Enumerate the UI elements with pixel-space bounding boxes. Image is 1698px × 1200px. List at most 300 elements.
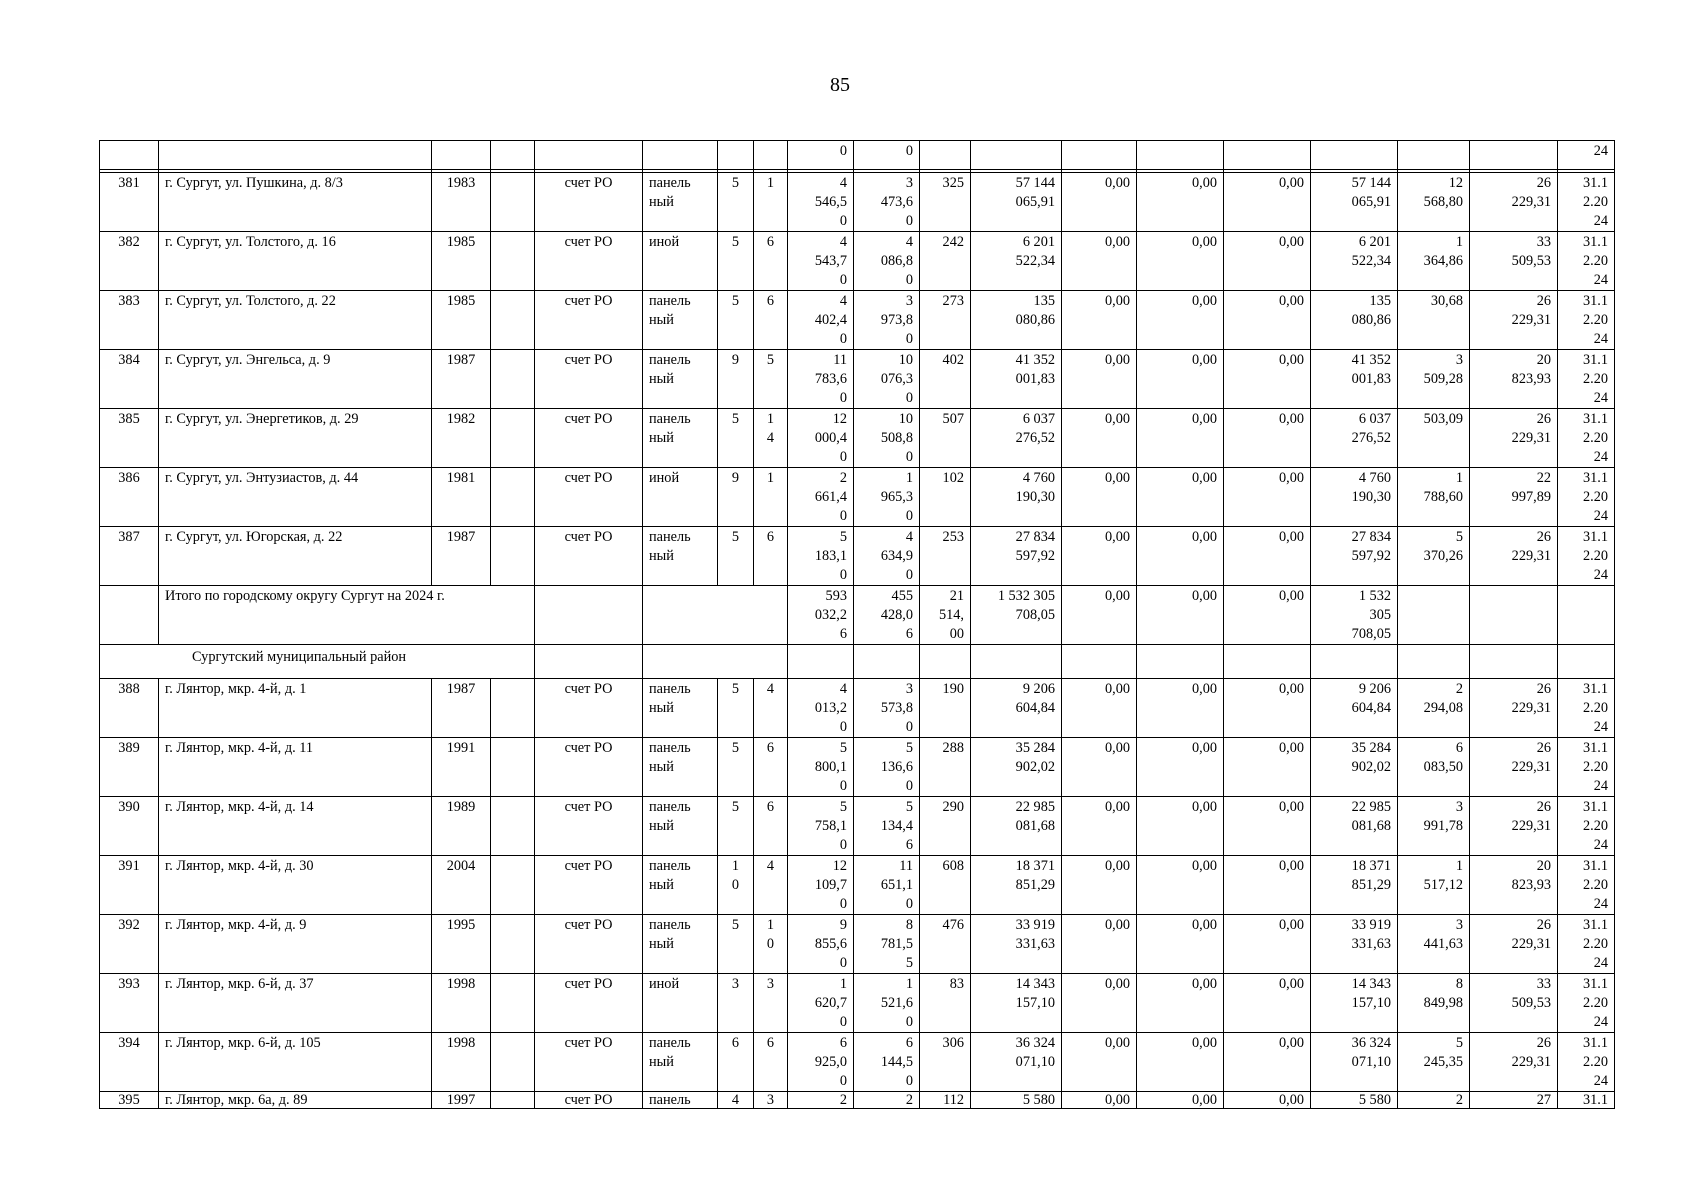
cell-cost-regional: 0,00 [1137,974,1224,1033]
cell-wall-material: панель ный [643,350,718,409]
cell-entrances: 1 [754,173,788,232]
cell-residents: 102 [920,468,971,527]
cell-year: 1991 [432,738,491,797]
cell-limit-per-sqm: 27 [1470,1092,1558,1109]
cell-cost-per-sqm: 2 [1398,1092,1470,1109]
cell-row-number: 389 [100,738,159,797]
cell-fund-method: счет РО [535,915,643,974]
cell-cost-local: 0,00 [1224,291,1311,350]
cell-year: 1981 [432,468,491,527]
table-row [100,468,1615,527]
cell-area-total: 1 620,7 0 [788,974,854,1033]
cell-blank-col [491,173,535,232]
cell-area-living: 4 634,9 0 [854,527,920,586]
cell-cost-total [971,645,1062,679]
cell-wall-material: иной [643,974,718,1033]
cell-cost-regional: 0,00 [1137,856,1224,915]
cell-cost-total: 14 343 157,10 [971,974,1062,1033]
cell-floors: 5 [718,173,754,232]
cell-wall-material: панель ный [643,409,718,468]
cell-deadline: 31.1 2.20 24 [1558,291,1615,350]
cell-cost-per-sqm: 6 083,50 [1398,738,1470,797]
cell-cost-regional: 0,00 [1137,291,1224,350]
cell-cost-local: 0,00 [1224,350,1311,409]
cell-cost-owners: 6 037 276,52 [1311,409,1398,468]
cell-area-living: 6 144,5 0 [854,1033,920,1092]
table-row [100,527,1615,586]
cell-year: 1995 [432,915,491,974]
cell-fund-method: счет РО [535,350,643,409]
cell-wall-floors-entrances [643,645,788,679]
cell-area-living [854,645,920,679]
total-row [100,586,1615,645]
cell-fund-method: счет РО [535,738,643,797]
cell-cost-local: 0,00 [1224,679,1311,738]
cell-wall-material: панель ный [643,797,718,856]
cell-limit-per-sqm [1470,141,1558,170]
cell-blank-col [491,974,535,1033]
cell-cost-regional: 0,00 [1137,738,1224,797]
cell-area-living: 5 136,6 0 [854,738,920,797]
cell-entrances: 4 [754,679,788,738]
cell-floors: 5 [718,232,754,291]
cell-deadline: 31.1 2.20 24 [1558,915,1615,974]
cell-area-total: 12 109,7 0 [788,856,854,915]
total-residents: 21 514, 00 [920,586,971,645]
cell-blank-col [491,1092,535,1109]
cell-deadline: 31.1 2.20 24 [1558,974,1615,1033]
cell-area-living: 1 521,6 0 [854,974,920,1033]
cell-cost-local: 0,00 [1224,915,1311,974]
cell-row-number: 383 [100,291,159,350]
cell-address [159,141,432,170]
cell-cost-local: 0,00 [1224,527,1311,586]
cell-cost-federal: 0,00 [1062,291,1137,350]
cell-area-total: 5 183,1 0 [788,527,854,586]
cell-address: г. Лянтор, мкр. 4-й, д. 11 [159,738,432,797]
cell-row-number: 382 [100,232,159,291]
table-row [100,1092,1615,1109]
cell-wall-material: панель ный [643,1033,718,1092]
cell-entrances: 1 4 [754,409,788,468]
cell-cost-total: 27 834 597,92 [971,527,1062,586]
cell-row-number: 390 [100,797,159,856]
cell-area-total: 5 800,1 0 [788,738,854,797]
cell-cost-local: 0,00 [1224,738,1311,797]
cell-cost-owners: 27 834 597,92 [1311,527,1398,586]
cell-residents: 83 [920,974,971,1033]
cell-floors: 5 [718,527,754,586]
cell-cost-federal: 0,00 [1062,679,1137,738]
cell-area-living: 8 781,5 5 [854,915,920,974]
cell-fund-method: счет РО [535,173,643,232]
cell-deadline: 31.1 2.20 24 [1558,797,1615,856]
cell-year: 1987 [432,527,491,586]
cell-cost-federal: 0,00 [1062,468,1137,527]
cell-cost-federal [1062,645,1137,679]
cell-cost-total [971,141,1062,170]
cell-cost-per-sqm: 3 509,28 [1398,350,1470,409]
cell-area-total: 2 661,4 0 [788,468,854,527]
cell-cost-per-sqm [1398,645,1470,679]
table-row [100,974,1615,1033]
cell-residents: 273 [920,291,971,350]
cell-address: г. Лянтор, мкр. 4-й, д. 14 [159,797,432,856]
cell-wall-material: панель ный [643,527,718,586]
cell-cost-per-sqm: 12 568,80 [1398,173,1470,232]
cell-blank-col [491,409,535,468]
cell-blank-col [491,738,535,797]
cell-entrances: 1 0 [754,915,788,974]
cell-cost-regional [1137,141,1224,170]
cell-deadline: 31.1 2.20 24 [1558,232,1615,291]
cell-residents: 290 [920,797,971,856]
cell-deadline: 31.1 2.20 24 [1558,679,1615,738]
cell-wall-material: панель ный [643,738,718,797]
cell-cost-local: 0,00 [1224,797,1311,856]
cell-area-total: 4 402,4 0 [788,291,854,350]
cell-cost-per-sqm: 503,09 [1398,409,1470,468]
cell-entrances: 1 [754,468,788,527]
cell-area-living: 5 134,4 6 [854,797,920,856]
cell-cost-owners: 36 324 071,10 [1311,1033,1398,1092]
cell-limit-per-sqm: 20 823,93 [1470,856,1558,915]
cell-cost-regional: 0,00 [1137,232,1224,291]
cell-cost-federal [1062,141,1137,170]
cell-cost-per-sqm: 3 991,78 [1398,797,1470,856]
cell-limit-per-sqm: 22 997,89 [1470,468,1558,527]
cell-fund-method: счет РО [535,232,643,291]
cell-limit-per-sqm: 33 509,53 [1470,232,1558,291]
cell-blank-col [491,232,535,291]
cell-wall-floors-entrances [643,586,788,645]
cell-deadline: 31.1 2.20 24 [1558,856,1615,915]
cell-cost-total: 35 284 902,02 [971,738,1062,797]
table-row [100,738,1615,797]
cell-blank-col [491,468,535,527]
cell-entrances: 6 [754,232,788,291]
table-row [100,679,1615,738]
cell-deadline: 31.1 [1558,1092,1615,1109]
cell-address: г. Сургут, ул. Толстого, д. 16 [159,232,432,291]
cell-cost-federal: 0,00 [1062,974,1137,1033]
cell-row-number: 394 [100,1033,159,1092]
cell-cost-owners: 22 985 081,68 [1311,797,1398,856]
cell-row-number: 392 [100,915,159,974]
cell-floors: 5 [718,409,754,468]
cell-deadline: 31.1 2.20 24 [1558,173,1615,232]
cell-row-number: 388 [100,679,159,738]
cell-fund-method: счет РО [535,409,643,468]
cell-fund-method: счет РО [535,974,643,1033]
cell-area-living: 1 965,3 0 [854,468,920,527]
cell-wall-material: панель ный [643,856,718,915]
cell-cost-regional: 0,00 [1137,1092,1224,1109]
cell-cost-regional: 0,00 [1137,350,1224,409]
cell-entrances: 5 [754,350,788,409]
cell-residents [920,645,971,679]
table-row [100,291,1615,350]
cell-floors [718,141,754,170]
cell-cost-local: 0,00 [1224,1092,1311,1109]
cell-cost-total: 22 985 081,68 [971,797,1062,856]
section-title: Сургутский муниципальный район [100,645,535,679]
cell-cost-per-sqm: 2 294,08 [1398,679,1470,738]
cell-area-total: 4 546,5 0 [788,173,854,232]
total-area-total: 593 032,2 6 [788,586,854,645]
cell-fund-method: счет РО [535,291,643,350]
cell-year: 1985 [432,232,491,291]
cell-cost-per-sqm: 8 849,98 [1398,974,1470,1033]
cell-address: г. Сургут, ул. Пушкина, д. 8/3 [159,173,432,232]
cell-area-total: 4 543,7 0 [788,232,854,291]
total-cost-local: 0,00 [1224,586,1311,645]
cell-cost-total: 135 080,86 [971,291,1062,350]
cell-cost-federal: 0,00 [1062,232,1137,291]
cell-cost-owners: 41 352 001,83 [1311,350,1398,409]
cell-year: 1989 [432,797,491,856]
cell-deadline: 31.1 2.20 24 [1558,409,1615,468]
cell-cost-owners: 33 919 331,63 [1311,915,1398,974]
total-area-living: 455 428,0 6 [854,586,920,645]
cell-address: г. Сургут, ул. Энтузиастов, д. 44 [159,468,432,527]
cell-floors: 9 [718,350,754,409]
cell-row-number [100,141,159,170]
cell-blank-col [491,141,535,170]
cell-cost-per-sqm: 1 364,86 [1398,232,1470,291]
cell-blank-col [491,679,535,738]
cell-area-living: 3 473,6 0 [854,173,920,232]
cell-cost-federal: 0,00 [1062,738,1137,797]
cell-cost-per-sqm [1398,141,1470,170]
total-cost-regional: 0,00 [1137,586,1224,645]
cell-cost-federal: 0,00 [1062,527,1137,586]
cell-cost-local: 0,00 [1224,856,1311,915]
cell-entrances: 3 [754,974,788,1033]
cell-cost-federal: 0,00 [1062,856,1137,915]
cell-cost-owners: 9 206 604,84 [1311,679,1398,738]
cell-area-total: 11 783,6 0 [788,350,854,409]
cell-cost-total: 57 144 065,91 [971,173,1062,232]
cell-address: г. Сургут, ул. Толстого, д. 22 [159,291,432,350]
cell-cost-owners: 4 760 190,30 [1311,468,1398,527]
cell-cost-owners: 6 201 522,34 [1311,232,1398,291]
cell-area-total: 4 013,2 0 [788,679,854,738]
cell-row-number: 387 [100,527,159,586]
cell-limit-per-sqm: 26 229,31 [1470,1033,1558,1092]
cell-limit-per-sqm [1470,645,1558,679]
cell-address: г. Лянтор, мкр. 6а, д. 89 [159,1092,432,1109]
cell-limit-per-sqm: 26 229,31 [1470,527,1558,586]
cell-wall-material: иной [643,232,718,291]
cell-cost-regional: 0,00 [1137,679,1224,738]
cell-blank-col [491,915,535,974]
cell-cost-total: 4 760 190,30 [971,468,1062,527]
cell-residents: 608 [920,856,971,915]
cell-cost-per-sqm: 30,68 [1398,291,1470,350]
cell-residents: 402 [920,350,971,409]
cell-entrances: 6 [754,291,788,350]
cell-entrances: 6 [754,738,788,797]
cell-entrances: 4 [754,856,788,915]
cell-cost-federal: 0,00 [1062,173,1137,232]
cell-fund-method: счет РО [535,679,643,738]
table-row [100,856,1615,915]
cell-address: г. Лянтор, мкр. 4-й, д. 30 [159,856,432,915]
table-row [100,915,1615,974]
cell-cost-per-sqm: 1 517,12 [1398,856,1470,915]
cell-cost-local: 0,00 [1224,468,1311,527]
cell-fund-method [535,645,643,679]
cell-area-living: 10 508,8 0 [854,409,920,468]
cell-address: г. Сургут, ул. Энергетиков, д. 29 [159,409,432,468]
cell-floors: 3 [718,974,754,1033]
cell-cost-owners [1311,645,1398,679]
total-cost-federal: 0,00 [1062,586,1137,645]
cell-cost-per-sqm [1398,586,1470,645]
cell-floors: 5 [718,738,754,797]
cell-cost-total: 5 580 [971,1092,1062,1109]
total-cost-owners: 1 532 305 708,05 [1311,586,1398,645]
table-row [100,1033,1615,1092]
page-number: 85 [830,74,850,96]
cell-cost-owners [1311,141,1398,170]
cell-deadline: 31.1 2.20 24 [1558,738,1615,797]
cell-wall-material: панель ный [643,173,718,232]
cell-floors: 4 [718,1092,754,1109]
cell-cost-per-sqm: 1 788,60 [1398,468,1470,527]
cell-year: 1985 [432,291,491,350]
table-row [100,232,1615,291]
cell-wall-material: панель [643,1092,718,1109]
cell-cost-owners: 57 144 065,91 [1311,173,1398,232]
cell-residents: 112 [920,1092,971,1109]
cell-cost-regional: 0,00 [1137,527,1224,586]
cell-cost-regional: 0,00 [1137,797,1224,856]
cell-row-number: 386 [100,468,159,527]
cell-wall-material: панель ный [643,915,718,974]
cell-fund-method [535,586,643,645]
cell-deadline: 31.1 2.20 24 [1558,527,1615,586]
cell-blank-col [491,856,535,915]
cell-residents: 288 [920,738,971,797]
cell-residents: 242 [920,232,971,291]
cell-cost-local: 0,00 [1224,232,1311,291]
total-cost: 1 532 305 708,05 [971,586,1062,645]
cell-blank-col [491,291,535,350]
cell-cost-regional: 0,00 [1137,173,1224,232]
cell-wall-material: панель ный [643,679,718,738]
cell-year: 1987 [432,679,491,738]
cell-address: г. Лянтор, мкр. 6-й, д. 37 [159,974,432,1033]
cell-cost-per-sqm: 5 245,35 [1398,1033,1470,1092]
cell-area-living: 3 973,8 0 [854,291,920,350]
cell-blank-col [491,350,535,409]
cell-cost-total: 33 919 331,63 [971,915,1062,974]
cell-fund-method: счет РО [535,468,643,527]
cell-limit-per-sqm: 26 229,31 [1470,797,1558,856]
cell-limit-per-sqm: 26 229,31 [1470,409,1558,468]
cell-floors: 9 [718,468,754,527]
cell-cost-total: 36 324 071,10 [971,1033,1062,1092]
table-row [100,173,1615,232]
cell-row-number: 381 [100,173,159,232]
cell-cost-federal: 0,00 [1062,350,1137,409]
cell-cost-federal: 0,00 [1062,409,1137,468]
cell-limit-per-sqm: 26 229,31 [1470,679,1558,738]
table-row [100,409,1615,468]
cell-limit-per-sqm: 20 823,93 [1470,350,1558,409]
cell-cost-regional: 0,00 [1137,468,1224,527]
cell-row-number: 393 [100,974,159,1033]
cell-row-number: 395 [100,1092,159,1109]
cell-area-total: 5 758,1 0 [788,797,854,856]
cell-floors: 1 0 [718,856,754,915]
cell-cost-local: 0,00 [1224,409,1311,468]
cell-residents: 253 [920,527,971,586]
cell-cost-local [1224,645,1311,679]
cell-address: г. Лянтор, мкр. 4-й, д. 9 [159,915,432,974]
cell-residents: 190 [920,679,971,738]
cell-cost-per-sqm: 5 370,26 [1398,527,1470,586]
cell-cost-federal: 0,00 [1062,1033,1137,1092]
cell-area-living: 10 076,3 0 [854,350,920,409]
cell-address: г. Сургут, ул. Югорская, д. 22 [159,527,432,586]
cell-cost-owners: 35 284 902,02 [1311,738,1398,797]
cell-blank-col [491,527,535,586]
cell-floors: 5 [718,679,754,738]
table-row [100,350,1615,409]
cell-residents: 507 [920,409,971,468]
cell-cost-regional: 0,00 [1137,1033,1224,1092]
cell-cost-regional: 0,00 [1137,409,1224,468]
cell-row-number: 391 [100,856,159,915]
cell-entrances: 6 [754,1033,788,1092]
cell-fund-method: счет РО [535,1092,643,1109]
cell-limit-per-sqm: 33 509,53 [1470,974,1558,1033]
cell-residents [920,141,971,170]
cell-area-living: 3 573,8 0 [854,679,920,738]
cell-cost-federal: 0,00 [1062,797,1137,856]
cell-deadline: 24 [1558,141,1615,170]
cell-area-total: 9 855,6 0 [788,915,854,974]
cell-area-living: 11 651,1 0 [854,856,920,915]
cell-blank-col [491,797,535,856]
cell-wall-material: иной [643,468,718,527]
cell-deadline: 31.1 2.20 24 [1558,1033,1615,1092]
cell-year [432,141,491,170]
cell-limit-per-sqm: 26 229,31 [1470,291,1558,350]
cell-fund-method: счет РО [535,856,643,915]
cell-year: 2004 [432,856,491,915]
cell-limit-per-sqm: 26 229,31 [1470,173,1558,232]
section-row [100,645,1615,679]
cell-cost-total: 41 352 001,83 [971,350,1062,409]
cell-cost-total: 18 371 851,29 [971,856,1062,915]
cell-cost-owners: 135 080,86 [1311,291,1398,350]
cell-cost-local: 0,00 [1224,173,1311,232]
cell-entrances: 6 [754,527,788,586]
cell-year: 1998 [432,1033,491,1092]
cell-area-living: 2 [854,1092,920,1109]
cell-fund-method: счет РО [535,1033,643,1092]
cell-deadline: 31.1 2.20 24 [1558,468,1615,527]
table-body [100,141,1615,1109]
cell-fund-method: счет РО [535,527,643,586]
cell-deadline [1558,645,1615,679]
cell-area-living: 4 086,8 0 [854,232,920,291]
cell-entrances: 3 [754,1092,788,1109]
